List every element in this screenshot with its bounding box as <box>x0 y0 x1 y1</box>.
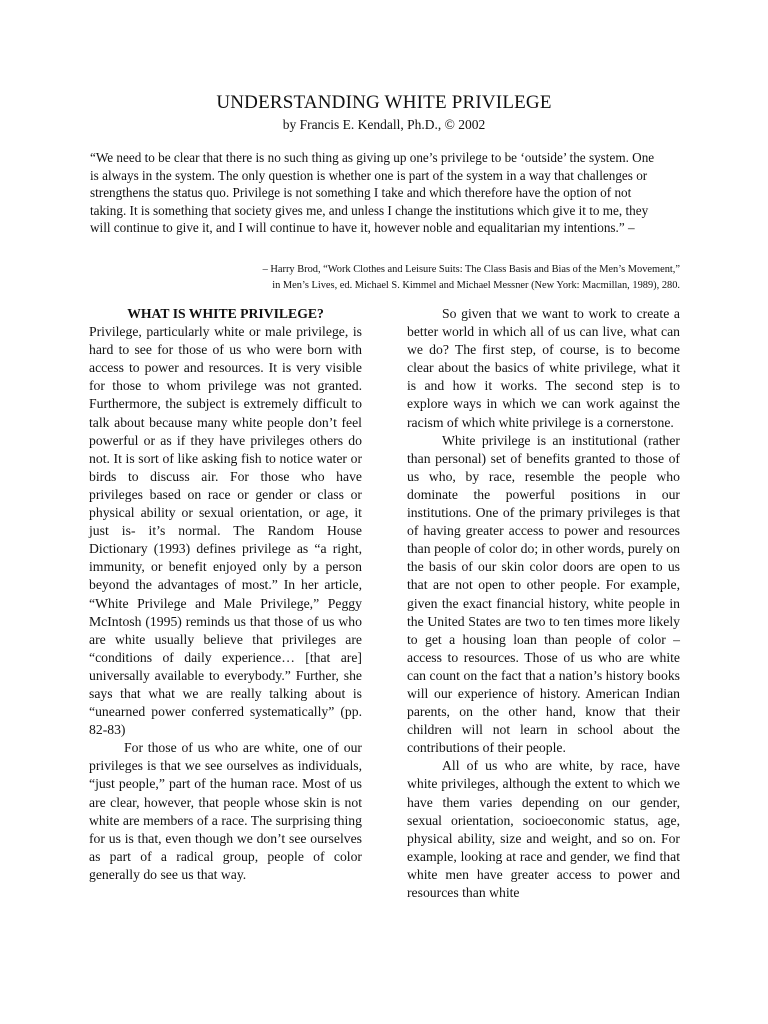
attribution-line-1: – Harry Brod, “Work Clothes and Leisure Suits: The Class Basis and Bias of the Men’s Movement,” <box>262 264 680 275</box>
body-paragraph: White privilege is an institutional (rather than personal) set of benefits granted to those of us who, by race, resemble the people who dominate the powerful positions in our institutions. One of the primary privileges is that of having greater access to power and resources than people of color do; in other words, purely on the basis of our skin color doors are open to us that are not open to other people. For example, given the exact financial history, white people in the United States are two to ten times more likely to get a housing loan than people of color – access to resources. Those of us who are white can count on the fact that a nation’s history books will our experience of history. American Indian parents, on the other hand, know that their children will not learn in school about the contributions of their people. <box>407 432 680 756</box>
body-paragraph: All of us who are white, by race, have white privileges, although the extent to which we have them varies depending on our gender, sexual orientation, socioeconomic status, age, physical ability, size and weight, and so on. For example, looking at race and gender, we find that white men have greater access to power and resources than white <box>407 758 680 900</box>
epigraph-attribution <box>120 262 680 294</box>
document-title: UNDERSTANDING WHITE PRIVILEGE <box>216 92 552 113</box>
body-paragraph: For those of us who are white, one of our privileges is that we see ourselves as individuals, “just people,” part of the human race. Most of us are clear, however, that people whose skin is not white are members of a race. The surprising thing for us is that, even though we don’t see ourselves as part of a radical group, people of color generally do see us that way. <box>89 740 362 882</box>
left-column <box>89 305 362 884</box>
body-paragraph: Privilege, particularly white or male privilege, is hard to see for those of us who were born with access to power and resources. It is very visible for those to whom privilege was not granted. Furthermore, the subject is extremely difficult to talk about because many white people don’t feel powerful or as if they have privileges others do not. It is sort of like asking fish to notice water or birds to discuss air. For those who have privileges based on race or gender or class or physical ability or sexual orientation, or age, it just is- it’s normal. The Random House Dictionary (1993) defines privilege as “a right, immunity, or benefit enjoyed only by a person beyond the advantages of most.” In her article, “White Privilege and Male Privilege,” Peggy McIntosh (1995) reminds us that those of us who are white usually believe that privileges are “conditions of daily experience… [that are] universally available to everybody.” Further, she says that what we are really talking about is “unearned power conferred systematically” (pp. 82-83) <box>89 324 362 738</box>
attribution-line-2: in Men’s Lives, ed. Michael S. Kimmel and Michael Messner (New York: Macmillan, 1989), 280. <box>272 280 680 291</box>
author-byline: by Francis E. Kendall, Ph.D., © 2002 <box>282 117 486 132</box>
right-column <box>407 305 680 902</box>
section-heading: WHAT IS WHITE PRIVILEGE? <box>127 306 324 321</box>
epigraph-quote: “We need to be clear that there is no such thing as giving up one’s privilege to be ‘outside’ the system. One is always in the system. The only question is whether one is part of the system in a way that challenges or strengthens the status quo. Privilege is not something I take and which therefore have the option of not taking. It is something that society gives me, and unless I change the institutions which give it to me, they will continue to give it, and I will continue to have it, however noble and equalitarian my intentions.” – <box>90 150 655 236</box>
body-paragraph: So given that we want to work to create a better world in which all of us can live, what can we do? The first step, of course, is to become clear about the basics of white privilege, what it is and how it works. The second step is to explore ways in which we can work against the racism of which white privilege is a cornerstone. <box>407 306 680 430</box>
